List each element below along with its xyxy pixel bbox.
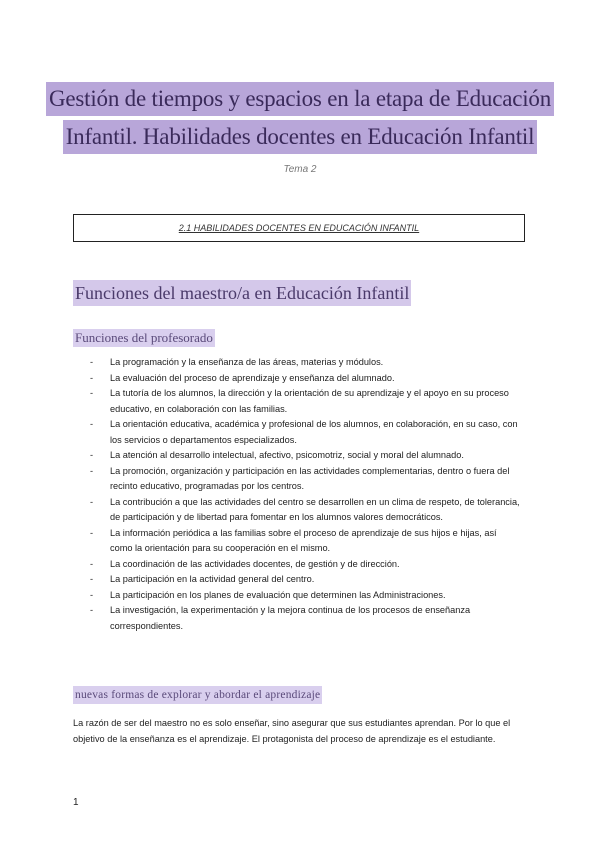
section-box — [73, 214, 525, 242]
list-item-text: La investigación, la experimentación y la mejora continua de los procesos de enseñanza correspondientes. — [110, 605, 471, 631]
bullet-dash: - — [90, 388, 94, 398]
list-item — [90, 386, 520, 417]
body-paragraph: La razón de ser del maestro no es solo enseñar, sino asegurar que sus estudiantes aprendan. Por lo que el objetivo de la enseñanza es el aprendizaje. El protagonista del proceso de aprendizaje es el estudiante. — [73, 718, 511, 744]
title-line-2: Infantil. Habilidades docentes en Educación Infantil — [63, 120, 538, 154]
functions-list — [90, 355, 520, 634]
list-item — [90, 448, 520, 464]
bullet-dash: - — [90, 527, 94, 538]
heading-funciones-maestro: Funciones del maestro/a en Educación Infantil — [73, 280, 411, 306]
bullet-dash: - — [90, 372, 94, 383]
document-title — [0, 82, 600, 158]
bullet-dash: - — [90, 574, 94, 584]
bullet-dash: - — [90, 558, 94, 569]
list-item-text: La evaluación del proceso de aprendizaje y enseñanza del alumnado. — [110, 372, 395, 383]
list-item — [90, 464, 520, 495]
subtitle: Tema 2 — [283, 164, 317, 175]
bullet-dash: - — [90, 450, 94, 460]
list-item-text: La participación en la actividad general del centro. — [110, 574, 315, 584]
bullet-dash: - — [90, 465, 94, 476]
list-item-text: La coordinación de las actividades docentes, de gestión y de dirección. — [110, 558, 400, 569]
list-item — [90, 355, 520, 371]
list-item — [90, 572, 520, 588]
list-item — [90, 588, 520, 604]
bullet-dash: - — [90, 496, 94, 507]
list-item-text: La promoción, organización y participación en las actividades complementarias, dentro o fuera del recinto educativo, programadas por los centros. — [110, 465, 510, 491]
page-number: 1 — [73, 797, 79, 808]
list-item — [90, 417, 520, 448]
list-item-text: La orientación educativa, académica y profesional de los alumnos, en colaboración, en su caso, con los servicios o departamentos especializados. — [110, 419, 518, 445]
list-item-text: La programación y la enseñanza de las áreas, materias y módulos. — [110, 357, 384, 367]
list-item — [90, 371, 520, 387]
list-item-text: La participación en los planes de evaluación que determinen las Administraciones. — [110, 589, 446, 600]
section-box-label: 2.1 HABILIDADES DOCENTES EN EDUCACIÓN INFANTIL — [178, 223, 420, 233]
bullet-dash: - — [90, 605, 94, 615]
list-item-text: La información periódica a las familias sobre el proceso de aprendizaje de sus hijos e hijas, así como la orientación para su cooperación en el mismo. — [110, 527, 497, 553]
title-line-1: Gestión de tiempos y espacios en la etapa de Educación — [46, 82, 554, 116]
bullet-dash: - — [90, 419, 94, 429]
list-item-text: La atención al desarrollo intelectual, afectivo, psicomotriz, social y moral del alumnado. — [110, 450, 464, 460]
list-item-text: La tutoría de los alumnos, la dirección y la orientación de su aprendizaje y el apoyo en su proceso educativo, en colaboración con las familias. — [110, 388, 509, 414]
list-item — [90, 557, 520, 573]
list-item — [90, 603, 520, 634]
heading-funciones-profesorado: Funciones del profesorado — [75, 330, 213, 345]
list-item — [90, 495, 520, 526]
bullet-dash: - — [90, 357, 94, 367]
bullet-dash: - — [90, 589, 94, 600]
list-item — [90, 526, 520, 557]
heading-nuevas-formas: nuevas formas de explorar y abordar el aprendizaje — [73, 686, 322, 704]
list-item-text: La contribución a que las actividades del centro se desarrollen en un clima de respeto, de tolerancia, de participación y de libertad para fomentar en los alumnos valores democráticos. — [110, 496, 520, 522]
